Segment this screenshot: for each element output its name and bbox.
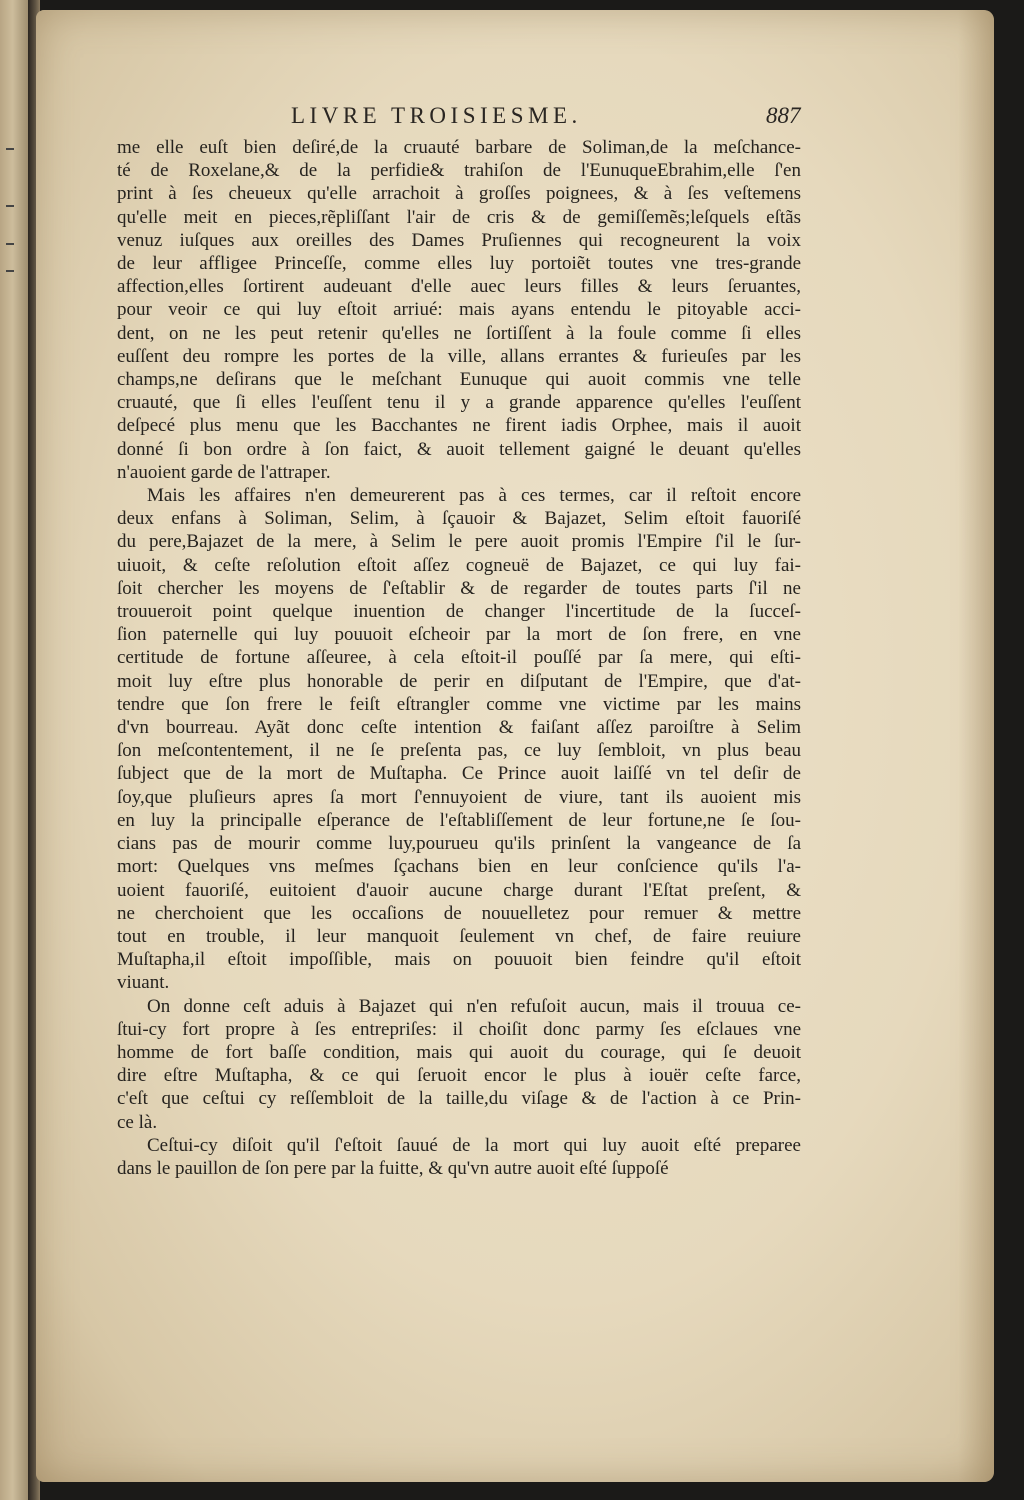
text-line: euſſent deu rompre les portes de la ville, allans errantes & furieuſes par les bbox=[117, 345, 801, 367]
paragraph bbox=[117, 484, 801, 994]
paragraph bbox=[117, 995, 801, 1134]
ink-mark bbox=[6, 243, 14, 245]
text-line: mort: Quelques vns meſmes ſçachans bien en leur conſcience qu'ils l'a- bbox=[117, 856, 801, 878]
text-line: cians pas de mourir comme luy,pourueu qu'ils prinſent la vangeance de ſa bbox=[117, 833, 801, 855]
text-line: té de Roxelane,& de la perfidie& trahiſon de l'EunuqueEbrahim,elle ſ'en bbox=[117, 160, 801, 182]
text-line: viuant. bbox=[117, 972, 170, 994]
text-line: tout en trouble, il leur manquoit ſeulement vn chef, de faire reuiure bbox=[117, 925, 801, 947]
text-line: c'eſt que ceſtui cy reſſembloit de la taille,du viſage & de l'action à ce Prin- bbox=[117, 1088, 801, 1110]
text-line: ſoy,que pluſieurs apres ſa mort ſ'ennuyoient de viure, tant ils auoient mis bbox=[117, 786, 801, 808]
text-line: qu'elle meit en pieces,rẽpliſſant l'air de cris & de gemiſſemẽs;leſquels eſtãs bbox=[117, 206, 801, 228]
text-line: tendre que ſon frere le feiſt eſtrangler comme vne victime par les mains bbox=[117, 693, 801, 715]
text-line: ſion paternelle qui luy pouuoit eſcheoir par la mort de ſon frere, en vne bbox=[117, 624, 801, 646]
text-line: deſpecé plus menu que les Bacchantes ne firent iadis Orphee, mais il auoit bbox=[117, 415, 801, 437]
text-line: venuz iuſques aux oreilles des Dames Pruſiennes qui recogneurent la voix bbox=[117, 229, 801, 251]
text-line: dent, on ne les peut retenir qu'elles ne ſortiſſent à la foule comme ſi elles bbox=[117, 322, 801, 344]
text-line: trouueroit point quelque inuention de changer l'incertitude de la ſucceſ- bbox=[117, 601, 801, 623]
page-number: 887 bbox=[766, 103, 801, 128]
ink-mark bbox=[6, 270, 14, 272]
text-line: Mais les affaires n'en demeurerent pas à ces termes, car il reſtoit encore bbox=[147, 485, 801, 507]
text-line: ſon meſcontentement, il ne ſe preſenta pas, ce luy ſembloit, vn plus beau bbox=[117, 740, 801, 762]
ink-mark bbox=[6, 205, 14, 207]
text-line: Muſtapha,il eſtoit impoſſible, mais on pouuoit bien feindre qu'il eſtoit bbox=[117, 949, 801, 971]
text-line: pour veoir ce qui luy eſtoit arriué: mais ayans entendu le pitoyable acci- bbox=[117, 299, 801, 321]
text-line: champs,ne deſirans que le meſchant Eunuque qui auoit commis vne telle bbox=[117, 369, 801, 391]
text-line: du pere,Bajazet de la mere, à Selim le pere auoit promis l'Empire ſ'il le ſur- bbox=[117, 531, 801, 553]
text-line: n'auoient garde de l'attraper. bbox=[117, 461, 331, 483]
text-line: ſubject que de la mort de Muſtapha. Ce Prince auoit laiſſé vn tel deſir de bbox=[117, 763, 801, 785]
paragraph bbox=[117, 136, 801, 484]
text-line: moit luy eſtre plus honorable de perir en diſputant de l'Empire, que d'at- bbox=[117, 670, 801, 692]
body-text bbox=[117, 136, 801, 1180]
text-line: uoient fauoriſé, euitoient d'auoir aucune charge durant l'Eſtat preſent, & bbox=[117, 879, 801, 901]
text-line: ne cherchoient que les occaſions de nouuelletez pour remuer & mettre bbox=[117, 902, 801, 924]
text-line: deux enfans à Soliman, Selim, à ſçauoir & Bajazet, Selim eſtoit fauoriſé bbox=[117, 508, 801, 530]
text-line: certitude de fortune aſſeuree, à cela eſtoit-il pouſſé par ſa mere, qui eſti- bbox=[117, 647, 801, 669]
text-line: ce là. bbox=[117, 1111, 158, 1133]
text-line: On donne ceſt aduis à Bajazet qui n'en refuſoit aucun, mais il trouua ce- bbox=[147, 995, 801, 1017]
text-line: de leur affligee Princeſſe, comme elles luy portoiẽt toutes vne tres-grande bbox=[117, 253, 801, 275]
text-line: ſtui-cy fort propre à ſes entrepriſes: il choiſit donc parmy ſes eſclaues vne bbox=[117, 1018, 801, 1040]
text-line: cruauté, que ſi elles l'euſſent tenu il y a grande apparence qu'elles l'euſſent bbox=[117, 392, 801, 414]
paragraph bbox=[117, 1134, 801, 1180]
text-line: donné ſi bon ordre à ſon faict, & auoit tellement gaigné le deuant qu'elles bbox=[117, 438, 801, 460]
text-line: Ceſtui-cy diſoit qu'il ſ'eſtoit ſauué de la mort qui luy auoit eſté preparee bbox=[147, 1134, 801, 1156]
text-line: dans le pauillon de ſon pere par la fuitte, & qu'vn autre auoit eſté ſuppoſé bbox=[117, 1157, 669, 1179]
running-head: LIVRE TROISIESME. bbox=[291, 103, 582, 128]
ink-mark bbox=[6, 148, 14, 150]
text-line: print à ſes cheueux qu'elle arrachoit à groſſes poignees, & à ſes veſtemens bbox=[117, 183, 801, 205]
text-line: homme de fort baſſe condition, mais qui auoit du courage, qui ſe deuoit bbox=[117, 1041, 801, 1063]
text-line: en luy la principalle eſperance de l'eſtabliſſement de leur fortune,ne ſe ſou- bbox=[117, 809, 801, 831]
text-line: d'vn bourreau. Ayãt donc ceſte intention & faiſant aſſez paroiſtre à Selim bbox=[117, 717, 801, 739]
previous-page-edge bbox=[0, 0, 28, 1500]
text-line: uiuoit, & ceſte reſolution eſtoit aſſez cogneuë de Bajazet, ce qui luy fai- bbox=[117, 554, 801, 576]
text-line: affection,elles ſortirent audeuant d'elle auec leurs filles & leurs ſeruantes, bbox=[117, 276, 801, 298]
text-line: me elle euſt bien deſiré,de la cruauté barbare de Soliman,de la meſchance- bbox=[117, 137, 801, 158]
page-edge-shadow bbox=[958, 10, 994, 1482]
page-leaf bbox=[36, 10, 994, 1482]
text-line: ſoit chercher les moyens de ſ'eſtablir & de regarder de toutes parts ſ'il ne bbox=[117, 577, 801, 599]
text-line: dire eſtre Muſtapha, & ce qui ſeruoit encor le plus à iouër ceſte farce, bbox=[117, 1065, 801, 1087]
